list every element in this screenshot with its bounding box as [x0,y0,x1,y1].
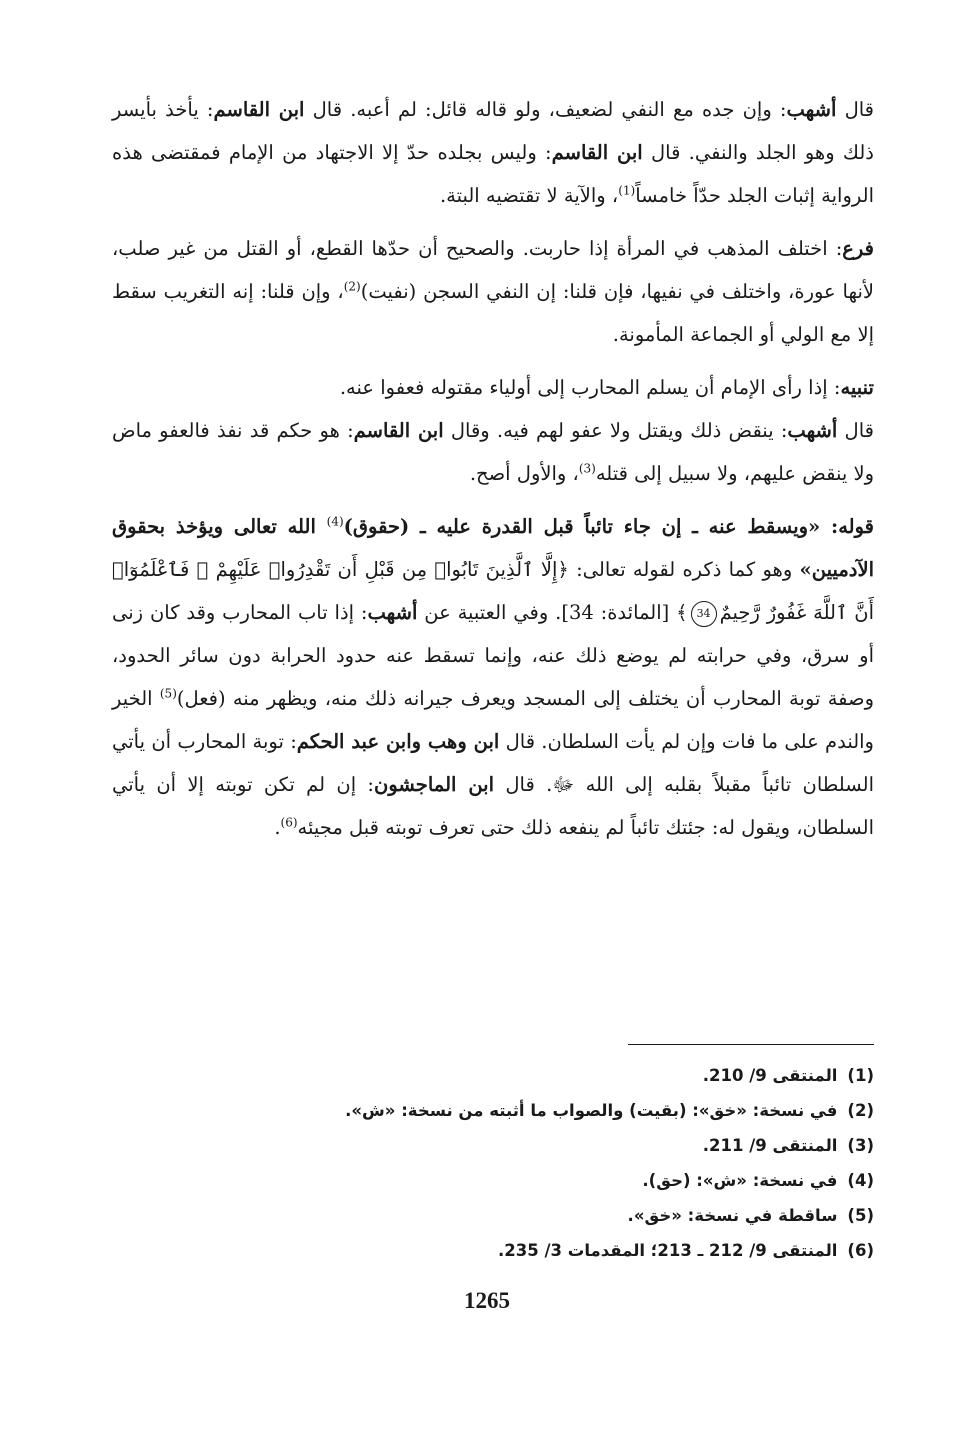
bold-text: فرع [842,237,874,260]
bold-text: ابن وهب وابن عبد الحكم [296,730,500,753]
quran-verse: ﴿إِلَّا ٱلَّذِينَ تَابُوا۟ مِن قَبْلِ أَن تَقْدِرُوا۟ عَلَيْهِمْ ۖ فَٱعْلَمُوٓا۟ أَنَّ ٱللَّهَ غَفُورٌ رَّحِيمٌ [112,558,875,624]
footnote-number: (4) [847,1171,874,1190]
footnote-item [174,1128,874,1163]
bold-text: أشهب [787,419,838,442]
bold-text: أشهب [786,98,837,121]
text-run: قال [836,98,874,121]
footnote-number: (1) [847,1066,874,1085]
text-run: : وليس بجلده حدّ إلا الاجتهاد من الإمام فمقتضى هذه الرواية إثبات الجلد حدّاً خامساً [112,141,874,207]
text-run: [المائدة: 34]. وفي العتبية عن [417,601,677,624]
bold-text: ابن القاسم [551,141,643,164]
text-run: : ينقض ذلك ويقتل ولا عفو لهم فيه. وقال [443,419,788,442]
bold-text: ابن الماجشون [374,773,495,796]
footnote-number: (6) [847,1241,874,1260]
text-run: : إذا رأى الإمام أن يسلم المحارب إلى أولياء مقتوله فعفوا عنه. [339,376,841,399]
footnote-number: (2) [847,1101,874,1120]
body-paragraph [112,227,874,356]
footnote-reference: (3) [578,461,596,476]
body-paragraph [112,88,874,217]
text-run: قال [837,419,874,442]
footnote-item [174,1093,874,1128]
footnote-reference: (5) [159,686,177,701]
text-run: : هو حكم قد نفذ فالعفو ماض ولا ينقض عليهم، ولا سبيل إلى قتله [112,419,874,485]
footnote-separator [628,1044,874,1045]
footnote-number: (5) [847,1206,874,1225]
page-body [112,88,874,849]
footnote-reference: (4) [326,514,344,529]
footnote-reference: (2) [343,279,361,294]
footnote-number: (3) [847,1136,874,1155]
body-paragraph [112,505,874,849]
footnote-text: المنتقى 9/ 211. [702,1136,838,1155]
text-run: ، والأول أصح. [469,462,579,485]
bold-text: قوله: «ويسقط عنه ـ إن جاء تائباً قبل القدرة عليه ـ (حقوق) [343,515,874,538]
bold-text: ابن القاسم [213,98,305,121]
quran-verse: ﴾ [676,601,688,624]
footnote-text: في نسخة: «ش»: (حق). [642,1171,838,1190]
bold-text: الله تعالى ويؤخذ بحقوق الآدميين» [112,515,874,581]
bold-text: أشهب [367,601,418,624]
text-run: ، وإن قلنا: إنه التغريب سقط إلا مع الولي أو الجماعة المأمونة. [112,280,874,346]
footnote-text: في نسخة: «خق»: (بقيت) والصواب ما أثبته من نسخة: «ش». [345,1101,838,1120]
text-run: : إن لم تكن توبته إلا أن يأتي السلطان، ويقول له: جئتك تائباً لم ينفعه ذلك حتى تعرف توبته قبل مجيئه [112,773,874,839]
text-run: وهو كما ذكره لقوله تعالى: [568,558,800,581]
bold-text: تنبيه [840,376,874,399]
footnote-reference: (6) [280,815,298,830]
text-run: الخير والندم على ما فات وإن لم يأت السلطان. قال [112,687,874,753]
footnote-item [174,1058,874,1093]
footnotes-list [174,1058,874,1268]
body-paragraph [112,409,874,495]
page-number: 1265 [464,1288,510,1313]
text-run: : إذا تاب المحارب وقد كان زنى أو سرق، وفي حرابته لم يوضع ذلك عنه، وإنما تسقط عنه حدود الحرابة دون سائر الحدود، وصفة توبة المحارب أن يختلف إلى المسجد ويعرف جيرانه ذلك منه، ويظهر منه (فعل) [112,601,874,710]
body-paragraph [112,366,874,409]
text-run: . [274,816,281,839]
text-run: : اختلف المذهب في المرأة إذا حاربت. والصحيح أن حدّها القطع، أو القتل من غير صلب، لأنها عورة، واختلف في نفيها، فإن قلنا: إن النفي السجن (نفيت) [112,237,874,303]
ayah-number-icon: 34 [691,601,717,627]
footnote-item [174,1198,874,1233]
text-run: ، والآية لا تقتضيه البتة. [439,184,619,207]
bold-text: ابن القاسم [353,419,444,442]
footnote-text: ساقطة في نسخة: «خق». [627,1206,838,1225]
footnote-reference: (1) [618,183,636,198]
footnote-text: المنتقى 9/ 212 ـ 213؛ المقدمات 3/ 235. [498,1241,838,1260]
text-run: : توبة المحارب أن يأتي السلطان تائباً مقبلاً بقلبه إلى الله ﷻ. قال [112,730,875,796]
footnote-item [174,1163,874,1198]
text-run: : وإن جده مع النفي لضعيف، ولو قاله قائل: لم أعبه. قال [304,98,787,121]
footnote-item [174,1233,874,1268]
footnote-text: المنتقى 9/ 210. [702,1066,838,1085]
text-run: : يأخذ بأيسر ذلك وهو الجلد والنفي. قال [112,98,874,164]
